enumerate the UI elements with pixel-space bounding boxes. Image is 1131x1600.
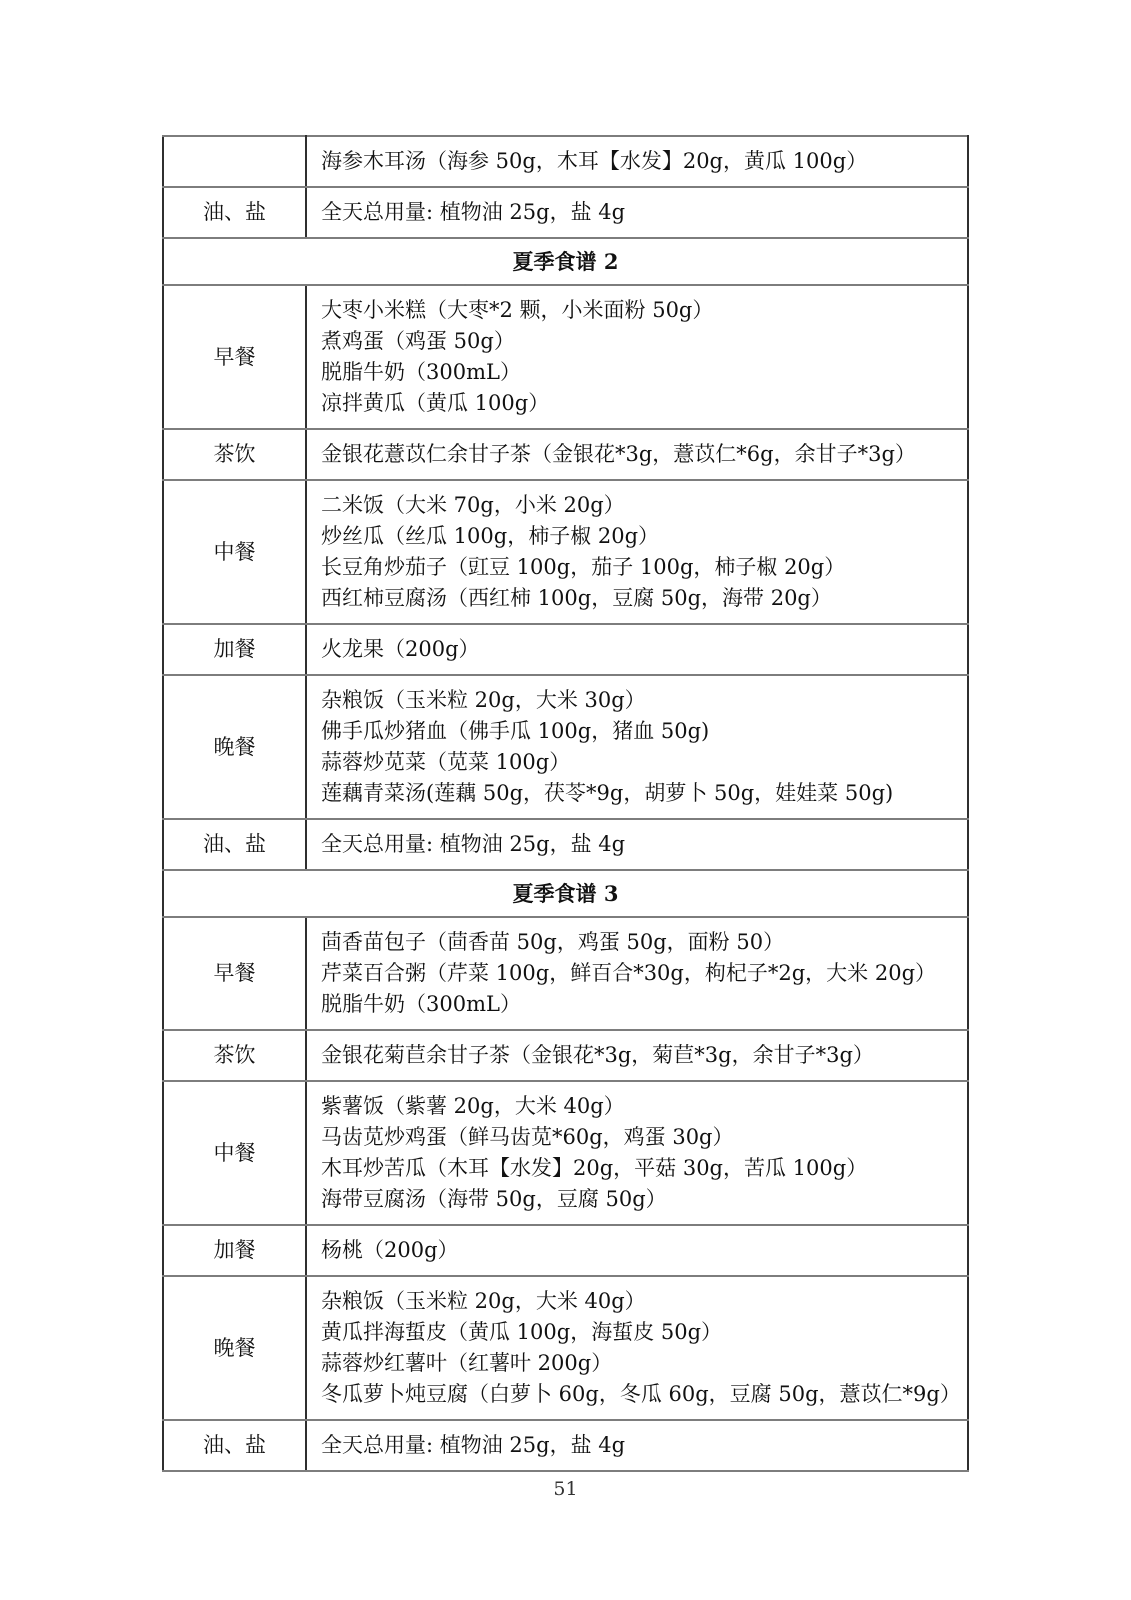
menu-table — [162, 135, 969, 1472]
meal-row — [163, 429, 968, 480]
dish-line: 二米饭（大米 70g，小米 20g） — [321, 493, 625, 517]
meal-label: 中餐 — [163, 480, 306, 624]
dish-line: 佛手瓜炒猪血（佛手瓜 100g，猪血 50g) — [321, 719, 710, 743]
dish-line: 煮鸡蛋（鸡蛋 50g） — [321, 329, 515, 353]
meal-row — [163, 819, 968, 870]
dish-line: 全天总用量: 植物油 25g，盐 4g — [321, 832, 626, 856]
meal-items — [306, 1276, 968, 1420]
dish-line: 黄瓜拌海蜇皮（黄瓜 100g，海蜇皮 50g） — [321, 1320, 723, 1344]
meal-label — [163, 136, 306, 187]
dish-line: 马齿苋炒鸡蛋（鲜马齿苋*60g，鸡蛋 30g） — [321, 1125, 734, 1149]
meal-items — [306, 480, 968, 624]
meal-items — [306, 187, 968, 238]
meal-row — [163, 136, 968, 187]
meal-row — [163, 675, 968, 819]
meal-items — [306, 819, 968, 870]
meal-label: 加餐 — [163, 1225, 306, 1276]
dish-line: 炒丝瓜（丝瓜 100g，柿子椒 20g） — [321, 524, 660, 548]
dish-line: 杂粮饭（玉米粒 20g，大米 40g） — [321, 1289, 646, 1313]
dish-line: 芹菜百合粥（芹菜 100g，鲜百合*30g，枸杞子*2g，大米 20g） — [321, 961, 937, 985]
dish-line: 冬瓜萝卜炖豆腐（白萝卜 60g，冬瓜 60g，豆腐 50g，薏苡仁*9g） — [321, 1382, 961, 1406]
dish-line: 杂粮饭（玉米粒 20g，大米 30g） — [321, 688, 646, 712]
dish-line: 全天总用量: 植物油 25g，盐 4g — [321, 1433, 626, 1457]
meal-items — [306, 1225, 968, 1276]
meal-items — [306, 1081, 968, 1225]
meal-label: 中餐 — [163, 1081, 306, 1225]
section-header-row — [163, 870, 968, 917]
meal-label: 油、盐 — [163, 819, 306, 870]
dish-line: 脱脂牛奶（300mL） — [321, 992, 521, 1016]
dish-line: 凉拌黄瓜（黄瓜 100g） — [321, 391, 550, 415]
dish-line: 大枣小米糕（大枣*2 颗，小米面粉 50g） — [321, 298, 714, 322]
dish-line: 蒜蓉炒苋菜（苋菜 100g） — [321, 750, 571, 774]
meal-row — [163, 480, 968, 624]
section-title: 夏季食谱 3 — [163, 870, 968, 917]
section-title: 夏季食谱 2 — [163, 238, 968, 285]
meal-label: 早餐 — [163, 285, 306, 429]
meal-row — [163, 1276, 968, 1420]
dish-line: 紫薯饭（紫薯 20g，大米 40g） — [321, 1094, 625, 1118]
meal-items — [306, 285, 968, 429]
meal-row — [163, 624, 968, 675]
meal-items — [306, 429, 968, 480]
page-number: 51 — [553, 1478, 578, 1500]
menu-table-body — [163, 136, 968, 1471]
meal-row — [163, 187, 968, 238]
meal-row — [163, 1420, 968, 1471]
dish-line: 海参木耳汤（海参 50g，木耳【水发】20g，黄瓜 100g） — [321, 149, 868, 173]
dish-line: 蒜蓉炒红薯叶（红薯叶 200g） — [321, 1351, 613, 1375]
dish-line: 火龙果（200g） — [321, 637, 480, 661]
dish-line: 西红柿豆腐汤（西红柿 100g，豆腐 50g，海带 20g） — [321, 586, 832, 610]
meal-label: 晚餐 — [163, 675, 306, 819]
meal-label: 油、盐 — [163, 187, 306, 238]
meal-items — [306, 675, 968, 819]
dish-line: 杨桃（200g） — [321, 1238, 459, 1262]
meal-row — [163, 1081, 968, 1225]
meal-items — [306, 136, 968, 187]
dish-line: 金银花菊苣余甘子茶（金银花*3g，菊苣*3g，余甘子*3g） — [321, 1043, 874, 1067]
dish-line: 脱脂牛奶（300mL） — [321, 360, 521, 384]
dish-line: 海带豆腐汤（海带 50g，豆腐 50g） — [321, 1187, 667, 1211]
dish-line: 茴香苗包子（茴香苗 50g，鸡蛋 50g，面粉 50） — [321, 930, 785, 954]
meal-row — [163, 1030, 968, 1081]
meal-label: 加餐 — [163, 624, 306, 675]
meal-items — [306, 917, 968, 1030]
meal-items — [306, 624, 968, 675]
dish-line: 长豆角炒茄子（豇豆 100g，茄子 100g，柿子椒 20g） — [321, 555, 846, 579]
meal-row — [163, 1225, 968, 1276]
meal-row — [163, 917, 968, 1030]
meal-label: 晚餐 — [163, 1276, 306, 1420]
meal-label: 茶饮 — [163, 429, 306, 480]
meal-label: 茶饮 — [163, 1030, 306, 1081]
meal-label: 油、盐 — [163, 1420, 306, 1471]
section-header-row — [163, 238, 968, 285]
meal-items — [306, 1420, 968, 1471]
meal-items — [306, 1030, 968, 1081]
dish-line: 莲藕青菜汤(莲藕 50g，茯苓*9g，胡萝卜 50g，娃娃菜 50g) — [321, 781, 894, 805]
meal-label: 早餐 — [163, 917, 306, 1030]
meal-row — [163, 285, 968, 429]
dish-line: 金银花薏苡仁余甘子茶（金银花*3g，薏苡仁*6g，余甘子*3g） — [321, 442, 916, 466]
dish-line: 全天总用量: 植物油 25g，盐 4g — [321, 200, 626, 224]
dish-line: 木耳炒苦瓜（木耳【水发】20g，平菇 30g，苦瓜 100g） — [321, 1156, 868, 1180]
